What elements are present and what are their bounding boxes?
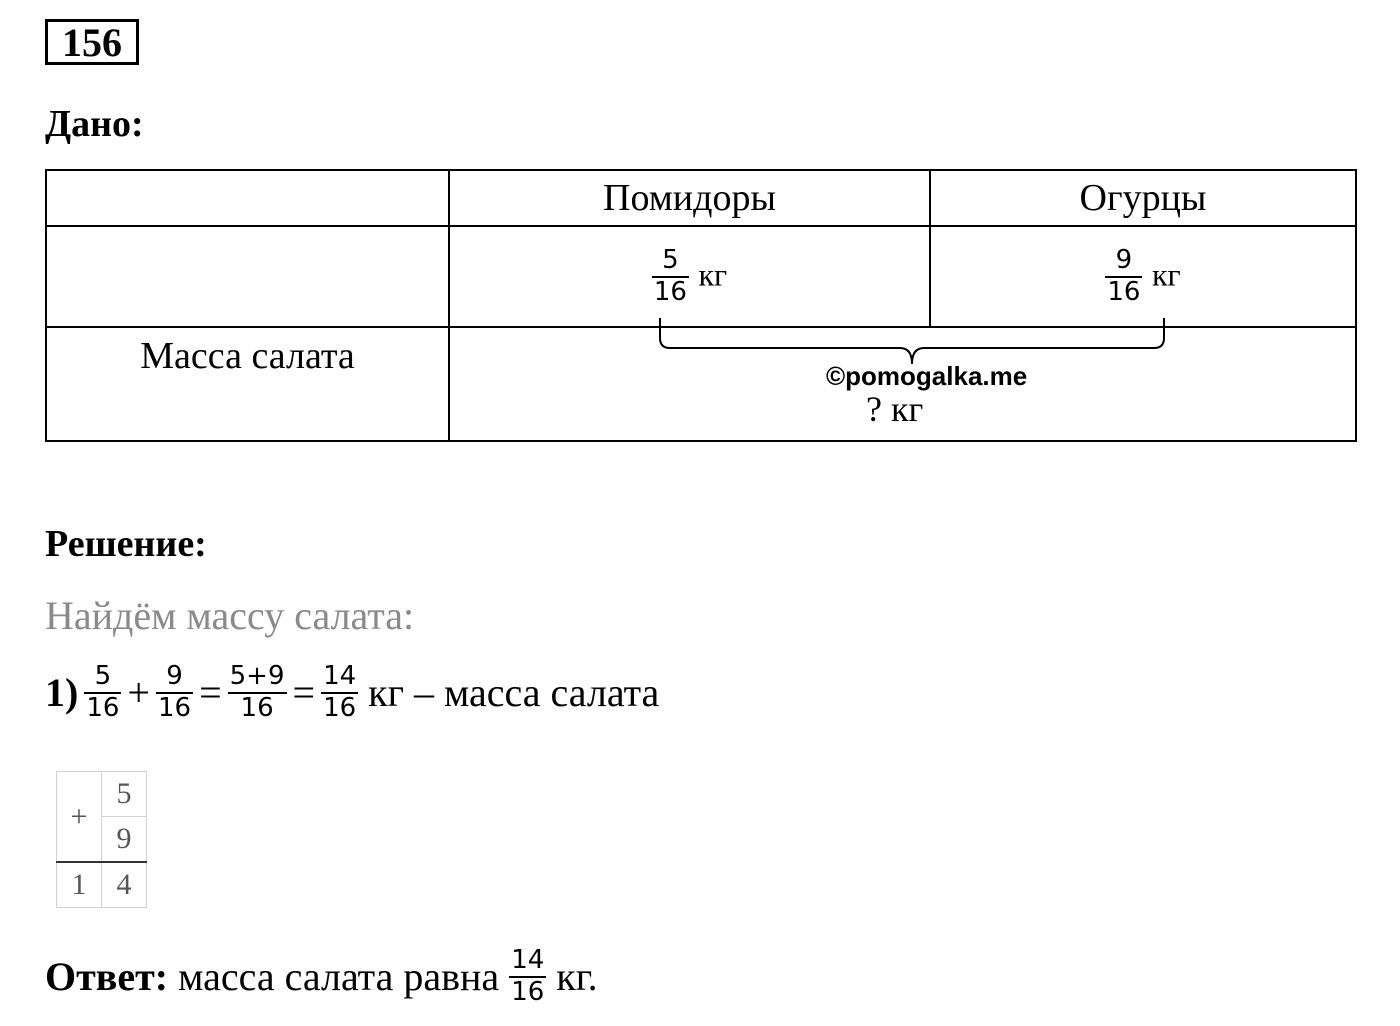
header-cell-tomatoes: Помидоры <box>449 170 930 226</box>
column-addition <box>56 771 147 908</box>
salad-question: ? кг <box>866 389 924 429</box>
table-amount-row <box>46 226 1356 327</box>
step-1-suffix: кг – масса салата <box>368 670 660 716</box>
salad-label-cell: Масса салата <box>46 327 449 441</box>
cucumbers-unit: кг <box>1151 256 1181 293</box>
step-fraction-4 <box>321 662 358 724</box>
given-table <box>45 169 1357 442</box>
tomatoes-fraction <box>652 246 689 308</box>
header-cell-cucumbers: Огурцы <box>930 170 1356 226</box>
step-fraction-3-denominator: 16 <box>240 692 274 723</box>
step-fraction-2 <box>156 662 193 724</box>
cucumbers-denominator: 16 <box>1107 276 1141 307</box>
amount-cell-tomatoes <box>449 226 930 327</box>
header-cell-empty <box>46 170 449 226</box>
step-fraction-4-denominator: 16 <box>323 692 357 723</box>
given-heading: Дано: <box>45 103 144 145</box>
step-fraction-2-numerator: 9 <box>166 661 183 691</box>
amount-cell-cucumbers <box>930 226 1356 327</box>
step-fraction-3-numerator: 5+9 <box>229 661 285 691</box>
answer-denominator: 16 <box>511 976 545 1007</box>
cucumbers-numerator: 9 <box>1115 244 1133 275</box>
step-fraction-3 <box>228 662 287 724</box>
column-plus-sign: + <box>57 772 102 863</box>
answer-numerator: 14 <box>511 945 545 975</box>
column-result-units: 4 <box>102 862 147 908</box>
answer-unit: кг. <box>556 954 598 1000</box>
solution-intro: Найдём массу салата: <box>45 593 415 638</box>
step-fraction-1-denominator: 16 <box>86 692 120 723</box>
equals-sign-1: = <box>199 670 222 716</box>
tomatoes-denominator: 16 <box>653 276 687 307</box>
step-fraction-1 <box>84 662 121 724</box>
solution-heading: Решение: <box>45 523 207 565</box>
step-fraction-1-numerator: 5 <box>94 661 112 691</box>
tomatoes-unit: кг <box>698 256 728 293</box>
step-1-prefix: 1) <box>45 670 79 716</box>
answer-label: Ответ: <box>45 954 169 1000</box>
step-fraction-4-numerator: 14 <box>323 661 357 691</box>
cucumbers-fraction <box>1105 246 1142 308</box>
task-number: 156 <box>45 19 139 65</box>
plus-sign: + <box>127 670 150 716</box>
amount-cell-empty <box>46 226 449 327</box>
equals-sign-2: = <box>292 670 316 716</box>
step-fraction-2-denominator: 16 <box>157 692 192 723</box>
brace-path <box>660 318 1164 364</box>
column-addend-a: 5 <box>102 772 147 817</box>
answer-fraction <box>509 946 546 1008</box>
answer-line <box>45 946 598 1008</box>
answer-text: масса салата равна <box>178 954 500 1000</box>
table-header-row <box>46 170 1356 226</box>
column-addend-b: 9 <box>102 817 147 863</box>
watermark-text: ©pomogalka.me <box>826 361 1028 391</box>
tomatoes-numerator: 5 <box>662 244 679 275</box>
step-1 <box>45 662 659 724</box>
column-result-tens: 1 <box>57 862 102 908</box>
